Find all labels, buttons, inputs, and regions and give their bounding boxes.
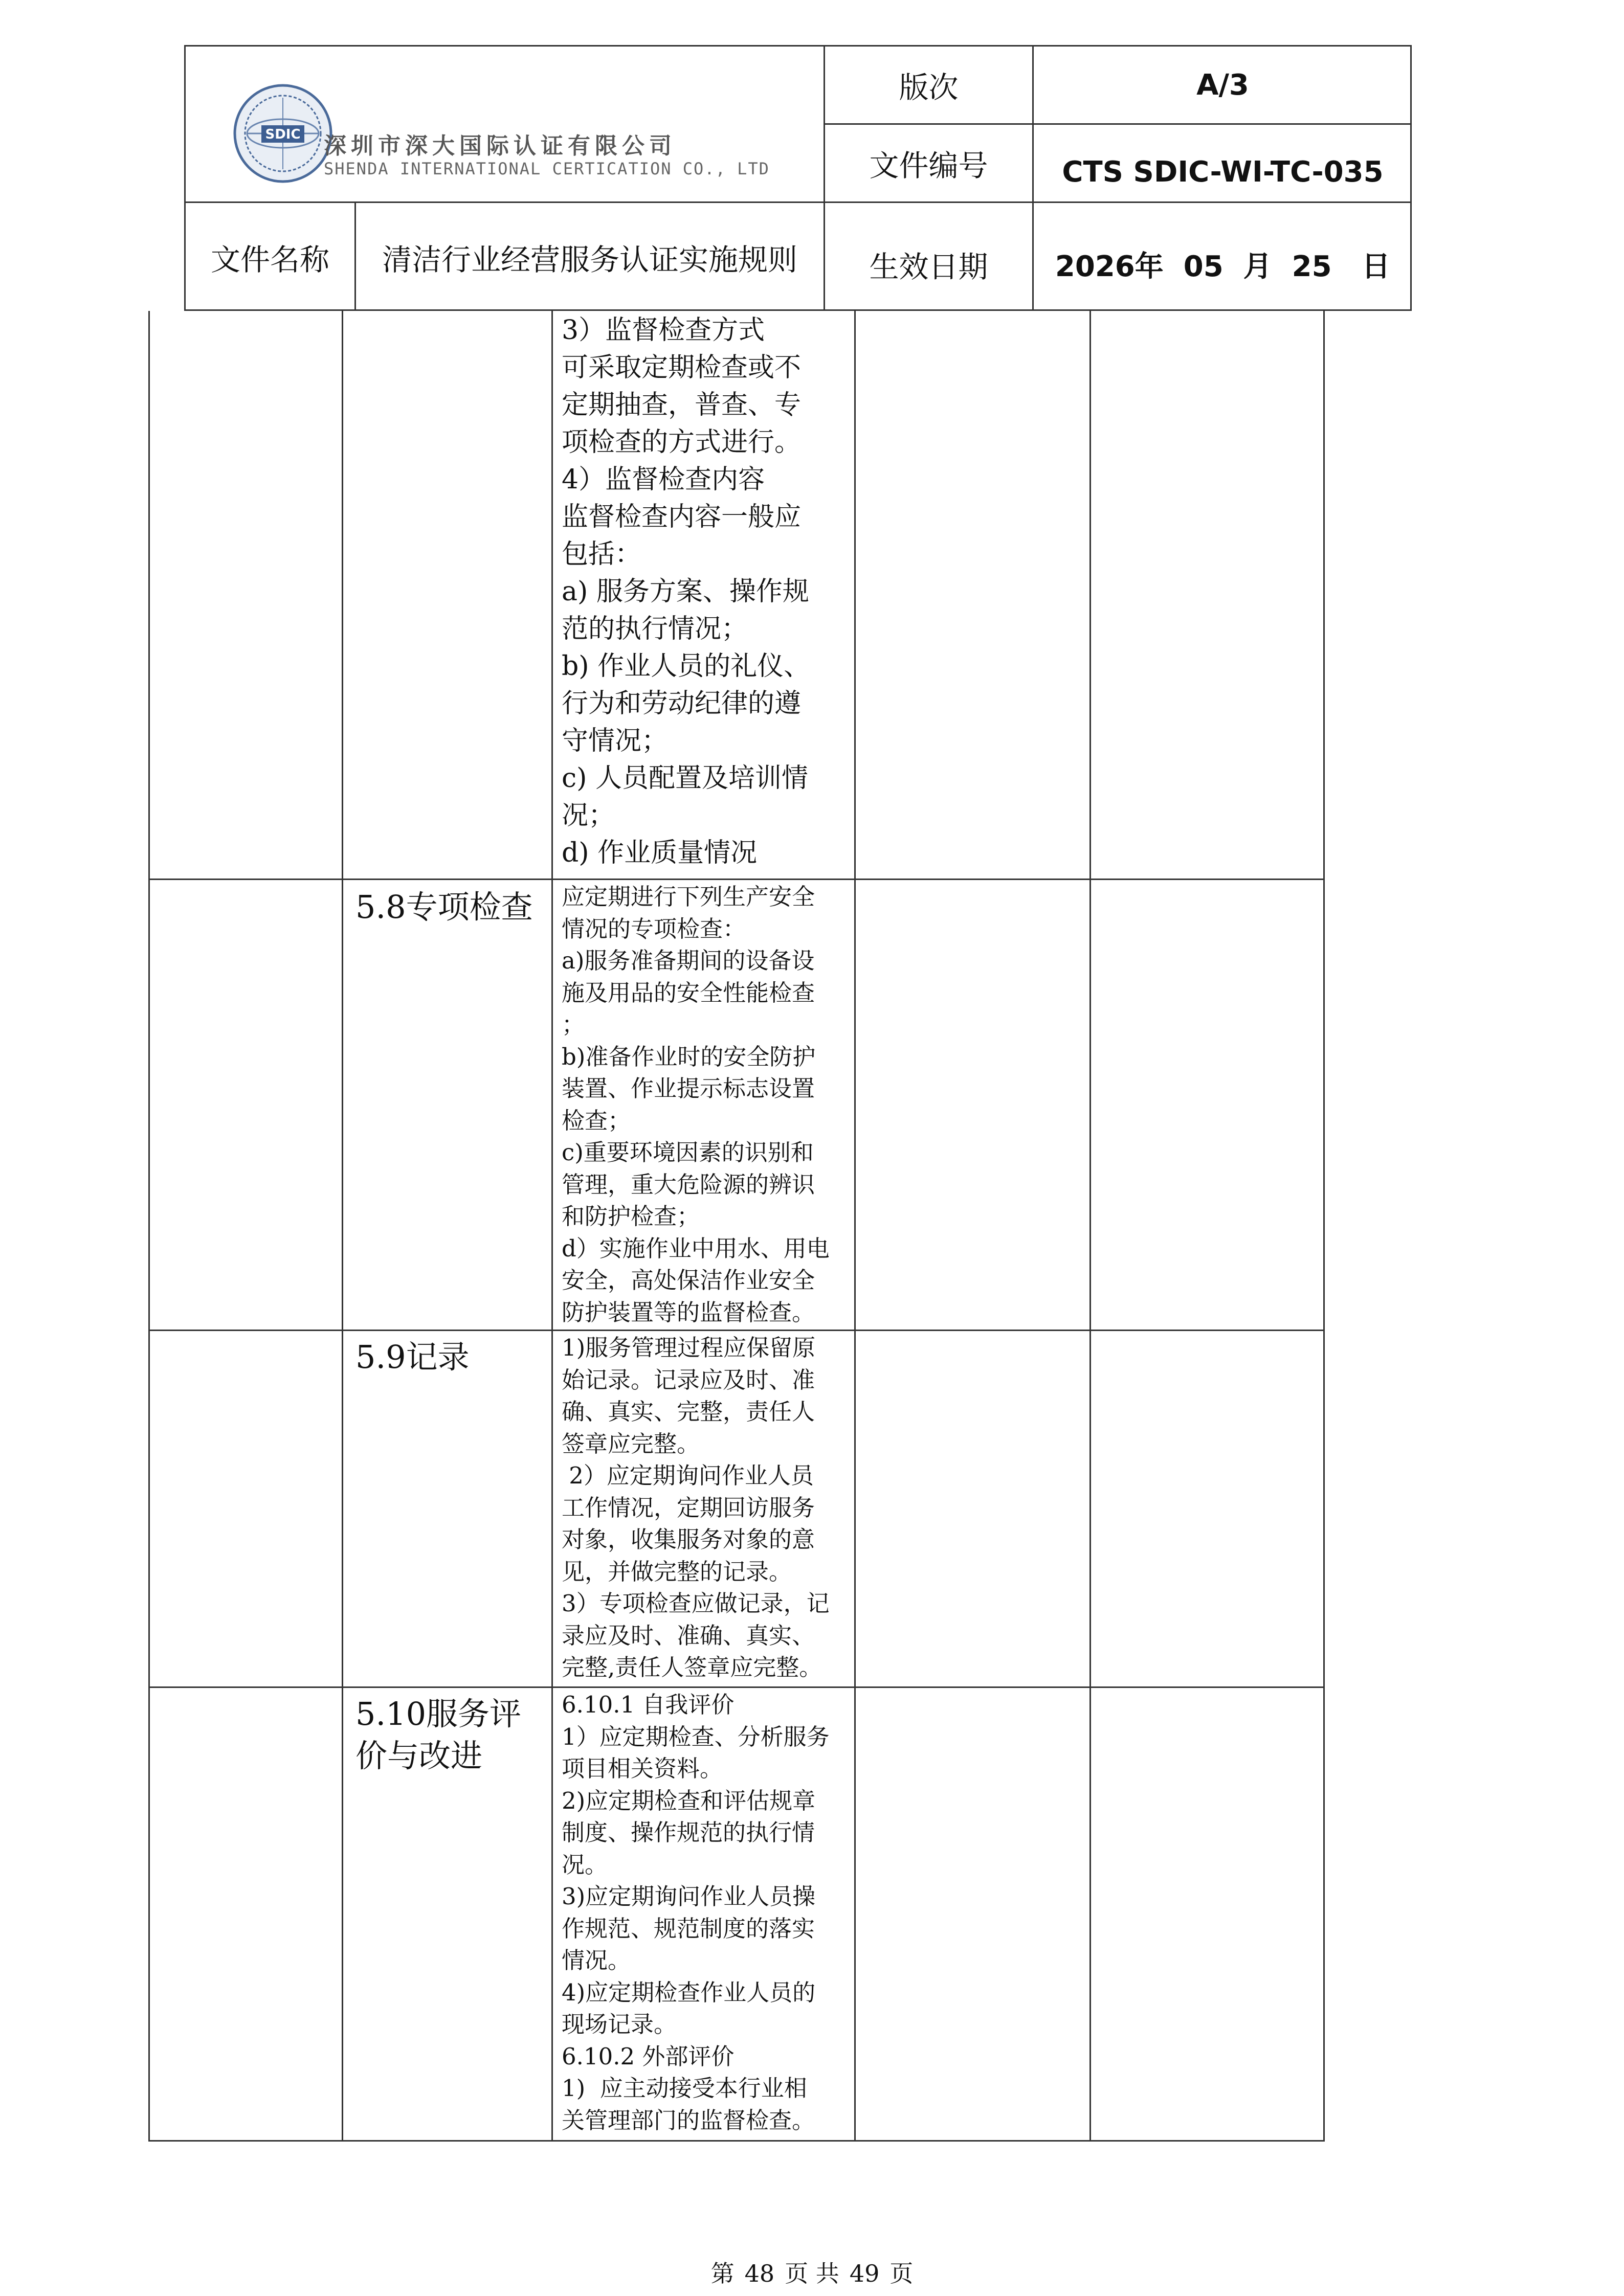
content-line: ；: [562, 1011, 585, 1038]
item-line: 5.8专项检查: [355, 888, 533, 926]
content-line: 防护装置等的监督检查。: [562, 1298, 815, 1326]
content-line: 3)应定期询问作业人员操: [562, 1883, 816, 1910]
content-line: 可采取定期检查或不: [562, 352, 802, 383]
clause-item-5-8: [355, 886, 550, 928]
content-line: 4）监督检查内容: [562, 464, 765, 495]
table-divider: [148, 1686, 1325, 1688]
content-line: 行为和劳动纪律的遵: [562, 688, 802, 719]
content-line: a) 服务方案、操作规: [562, 576, 809, 607]
content-line: 3）专项检查应做记录，记: [562, 1590, 830, 1617]
clause-table: [148, 311, 1325, 2142]
content-line: 包括：: [562, 539, 642, 570]
content-line: 定期抽查，普查、专: [562, 390, 802, 420]
content-line: c)重要环境因素的识别和: [562, 1139, 814, 1166]
company-logo: [232, 77, 820, 215]
page-mid: 页 共: [785, 2260, 839, 2287]
content-line: 1）应定期检查、分析服务: [562, 1723, 830, 1750]
content-line: 项检查的方式进行。: [562, 427, 802, 458]
table-divider: [148, 2140, 1325, 2142]
content-line: 守情况；: [562, 726, 669, 756]
content-line: d) 作业质量情况: [562, 838, 758, 868]
effective-date-value: 2026年 05 月 25 日: [1055, 250, 1391, 283]
content-line: 装置、作业提示标志设置: [562, 1075, 815, 1102]
page-suffix: 页: [889, 2260, 914, 2287]
seal-text: SDIC: [265, 127, 301, 142]
item-line: 5.9记录: [355, 1338, 470, 1376]
version-label: 版次: [899, 70, 959, 105]
content-line: 和防护检查；: [562, 1203, 700, 1230]
clause-content-5-10: [562, 1689, 853, 2136]
company-seal-icon: [232, 82, 334, 185]
clause-content-5-8: [562, 881, 853, 1329]
content-line: b)准备作业时的安全防护: [562, 1043, 816, 1070]
content-line: 管理，重大危险源的辨识: [562, 1170, 815, 1198]
company-name-cn: 深圳市深大国际认证有限公司: [324, 133, 676, 159]
clause-item-5-10: [355, 1693, 550, 1777]
doc-number-label: 文件编号: [869, 148, 988, 183]
content-line: 4)应定期检查作业人员的: [562, 1978, 816, 2006]
table-divider: [1089, 311, 1091, 2142]
content-line: 应定期进行下列生产安全: [562, 883, 815, 910]
table-divider: [342, 311, 343, 2142]
item-line: 5.10服务评: [355, 1695, 522, 1732]
table-divider: [148, 879, 1325, 880]
clause-content-5-9: [562, 1332, 853, 1684]
content-line: 见，并做完整的记录。: [562, 1558, 792, 1585]
effective-date-label: 生效日期: [869, 249, 988, 284]
item-line: 价与改进: [355, 1737, 483, 1774]
content-line: 始记录。记录应及时、准: [562, 1366, 815, 1393]
clause-content-continued: [562, 312, 853, 872]
table-divider: [854, 311, 856, 2142]
content-line: 施及用品的安全性能检查: [562, 979, 815, 1006]
page-total: 49: [849, 2260, 880, 2287]
content-line: 签章应完整。: [562, 1430, 700, 1457]
content-line: 项目相关资料。: [562, 1755, 723, 1782]
table-divider: [551, 311, 553, 2142]
page-prefix: 第: [710, 2260, 735, 2287]
content-line: 6.10.1 自我评价: [562, 1691, 735, 1718]
content-line: b) 作业人员的礼仪、: [562, 651, 811, 682]
content-line: 况；: [562, 800, 615, 831]
content-line: 3）监督检查方式: [562, 315, 765, 346]
clause-item-5-9: [355, 1336, 550, 1378]
content-line: 情况的专项检查：: [562, 915, 746, 942]
page-number: [0, 2255, 1624, 2289]
table-divider: [148, 311, 150, 2142]
company-name-en: SHENDA INTERNATIONAL CERTICATION CO., LTD: [324, 159, 770, 178]
version-value: A/3: [1196, 68, 1249, 102]
table-divider: [1323, 311, 1325, 2142]
content-line: c) 人员配置及培训情: [562, 763, 808, 794]
content-line: 情况。: [562, 1947, 631, 1974]
content-line: 确、真实、完整，责任人: [562, 1398, 815, 1425]
content-line: 范的执行情况；: [562, 614, 748, 644]
content-line: 对象，收集服务对象的意: [562, 1526, 815, 1553]
content-line: 录应及时、准确、真实、: [562, 1622, 815, 1649]
content-line: d）实施作业中用水、用电: [562, 1234, 830, 1262]
file-name-label: 文件名称: [210, 242, 329, 277]
content-line: 作规范、规范制度的落实: [562, 1915, 815, 1942]
content-line: 6.10.2 外部评价: [562, 2042, 735, 2070]
document-header-table: [184, 45, 1412, 311]
content-line: 况。: [562, 1851, 608, 1878]
content-line: 2)应定期检查和评估规章: [562, 1787, 816, 1814]
content-line: 1)服务管理过程应保留原: [562, 1334, 816, 1361]
content-line: 2）应定期询问作业人员: [562, 1462, 814, 1489]
content-line: 现场记录。: [562, 2011, 677, 2038]
content-line: 安全，高处保洁作业安全: [562, 1267, 815, 1294]
doc-number-value: CTS SDIC-WI-TC-035: [1062, 155, 1384, 189]
content-line: 检查；: [562, 1107, 631, 1134]
table-divider: [148, 1330, 1325, 1331]
content-line: 工作情况，定期回访服务: [562, 1494, 815, 1521]
content-line: 监督检查内容一般应: [562, 502, 802, 532]
page-current: 48: [744, 2260, 775, 2287]
content-line: 完整,责任人签章应完整。: [562, 1654, 822, 1681]
content-line: a)服务准备期间的设备设: [562, 947, 815, 974]
file-name-value: 清洁行业经营服务认证实施规则: [382, 242, 797, 277]
content-line: 制度、操作规范的执行情: [562, 1819, 815, 1846]
content-line: 1) 应主动接受本行业相: [562, 2075, 807, 2102]
content-line: 关管理部门的监督检查。: [562, 2106, 815, 2134]
